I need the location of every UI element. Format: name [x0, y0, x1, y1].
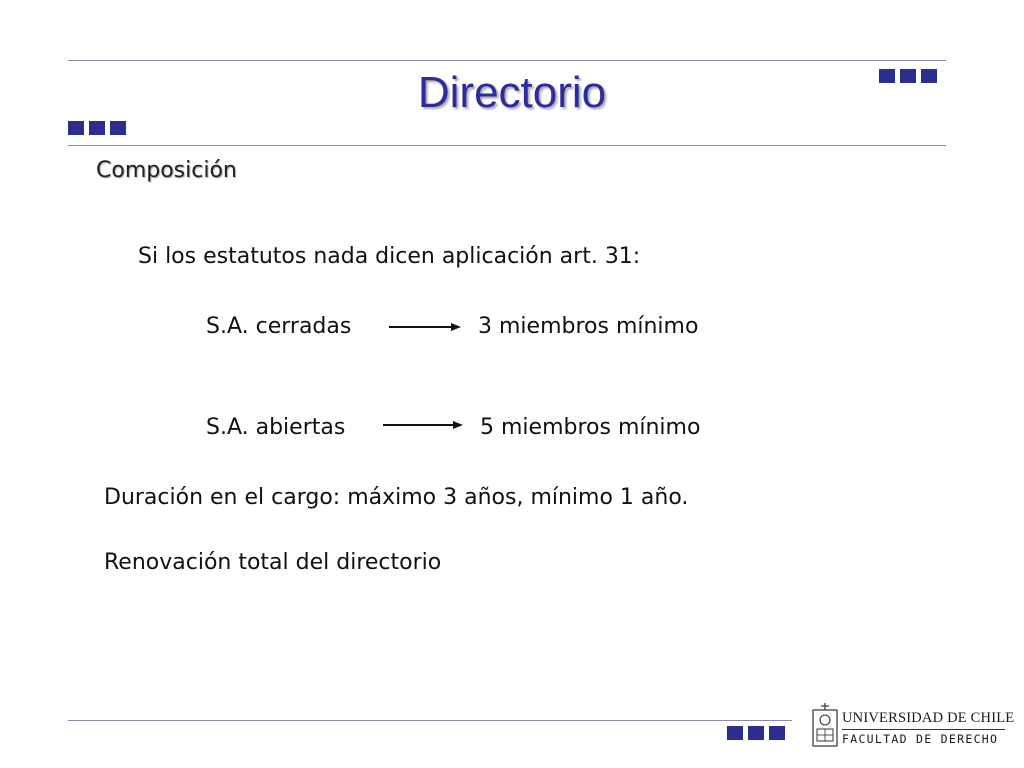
bottom-rule — [68, 720, 792, 721]
renewal-text: Renovación total del directorio — [104, 550, 442, 575]
row-value-abiertas: 5 miembros mínimo — [480, 415, 701, 440]
logo-faculty-name: FACULTAD DE DERECHO — [842, 732, 999, 746]
logo-divider — [842, 729, 1005, 730]
row-value-cerradas: 3 miembros mínimo — [478, 314, 699, 339]
title-rule — [68, 145, 946, 146]
duration-text: Duración en el cargo: máximo 3 años, mínimo 1 año. — [104, 485, 689, 510]
row-label-abiertas: S.A. abiertas — [206, 415, 346, 440]
square — [769, 726, 785, 740]
arrow-right-icon — [387, 321, 463, 333]
square — [110, 121, 126, 135]
top-rule — [68, 60, 946, 61]
title-left-squares — [68, 121, 126, 135]
square — [727, 726, 743, 740]
square — [68, 121, 84, 135]
section-subtitle: Composición — [96, 158, 237, 183]
seal-icon — [812, 702, 838, 748]
bottom-squares — [727, 726, 785, 740]
square — [748, 726, 764, 740]
intro-text: Si los estatutos nada dicen aplicación art. 31: — [138, 244, 641, 269]
logo-university-name: UNIVERSIDAD DE CHILE — [842, 710, 1015, 726]
slide-title: Directorio — [417, 68, 607, 117]
arrow-right-icon — [381, 419, 465, 431]
square — [89, 121, 105, 135]
row-label-cerradas: S.A. cerradas — [206, 314, 352, 339]
university-logo — [808, 700, 1015, 752]
